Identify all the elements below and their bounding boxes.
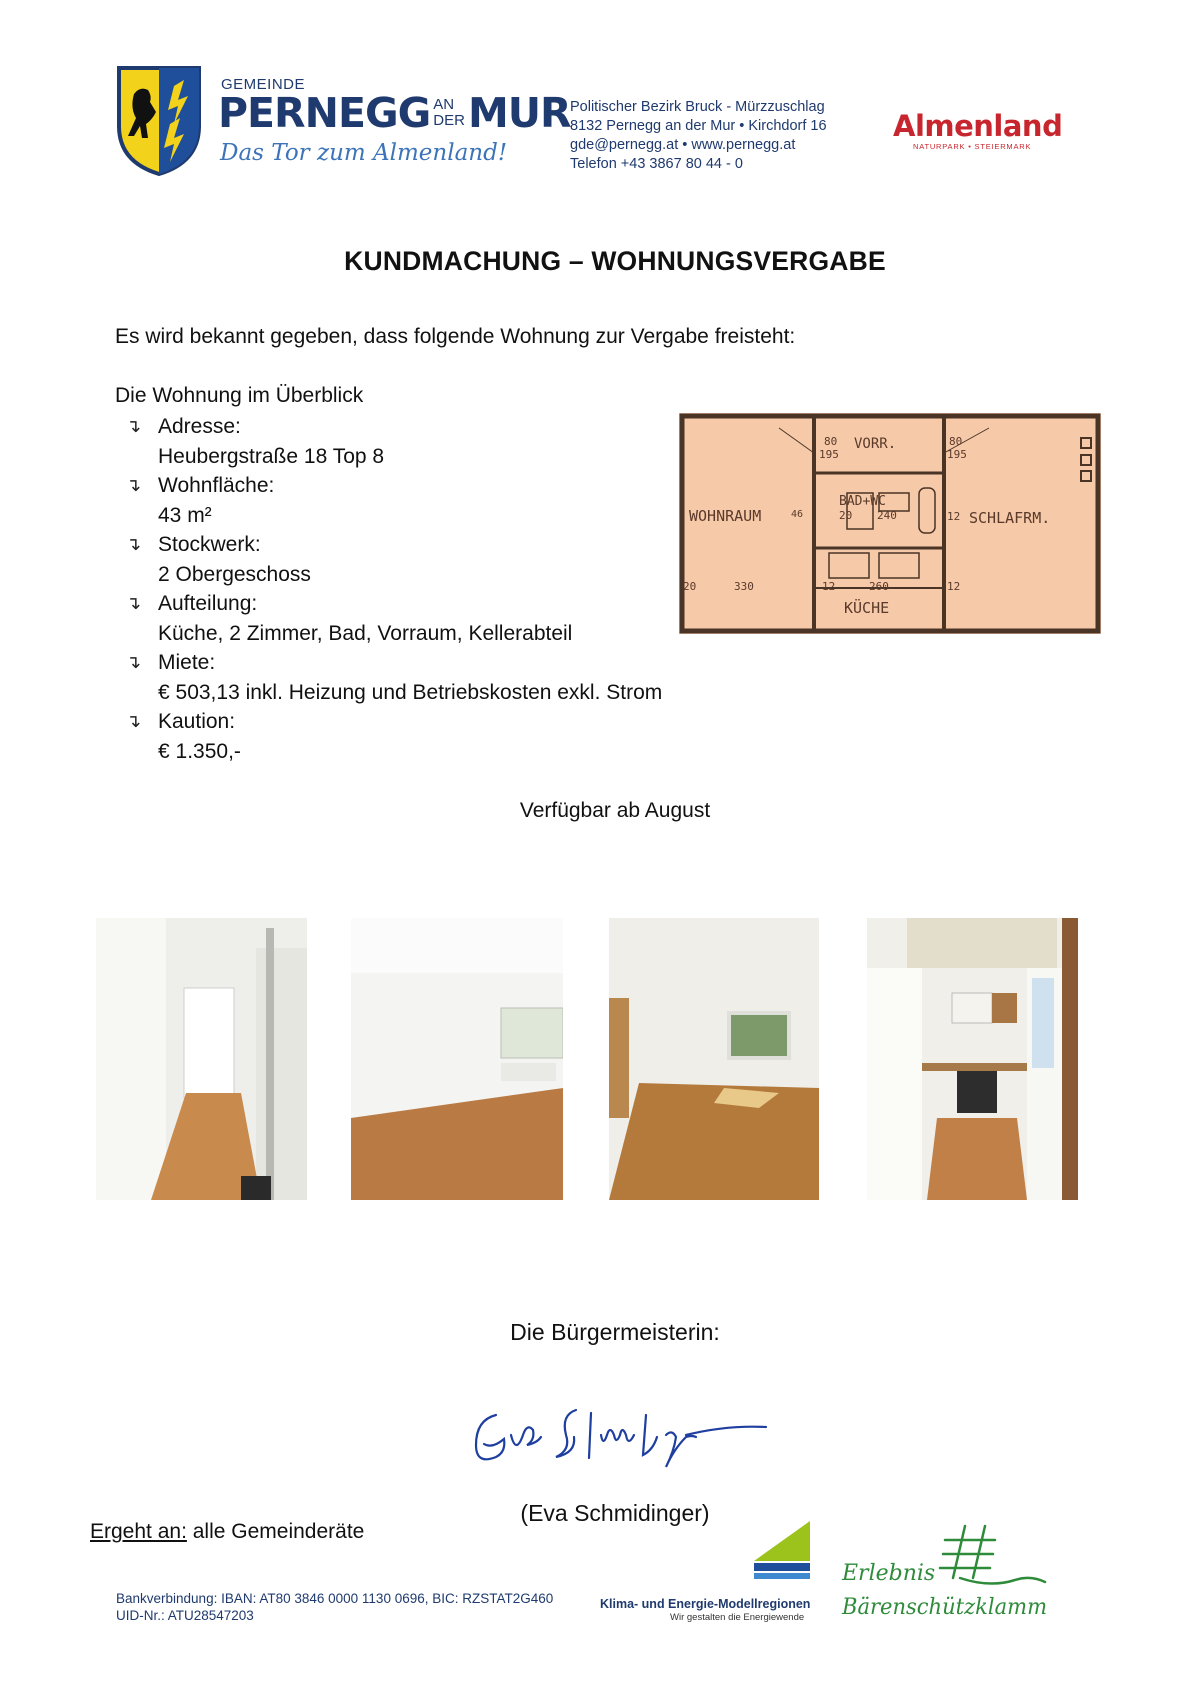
erlebnis-baerenschuetzklamm-logo	[840, 1518, 1055, 1623]
detail-label-row	[126, 471, 662, 501]
pushpin-icon: ↴	[126, 593, 142, 613]
detail-label-row	[126, 589, 662, 619]
logo-slogan: Das Tor zum Almenland!	[220, 140, 508, 166]
photo-hallway	[96, 918, 307, 1200]
detail-label: Stockwerk:	[158, 533, 261, 556]
photo-living-room	[351, 918, 563, 1200]
detail-value: 2 Obergeschoss	[158, 562, 311, 586]
klima-subtext: Wir gestalten die Energiewende	[670, 1612, 805, 1623]
detail-value: 43 m²	[158, 503, 212, 527]
klima-logo-icon	[754, 1521, 810, 1579]
address-block	[570, 98, 827, 174]
pushpin-icon: ↴	[126, 711, 142, 731]
municipality-logo-text	[218, 88, 571, 138]
address-line: Telefon +43 3867 80 44 - 0	[570, 156, 743, 172]
detail-label-row	[126, 412, 662, 442]
almenland-logo: Almenland	[893, 109, 1063, 143]
detail-value: Heubergstraße 18 Top 8	[158, 444, 385, 468]
dim-label: 330	[734, 580, 754, 593]
detail-value: Küche, 2 Zimmer, Bad, Vorraum, Kellerabteil	[158, 621, 573, 645]
pushpin-icon: ↴	[126, 416, 142, 436]
detail-value: € 1.350,-	[158, 739, 241, 763]
handwritten-signature	[456, 1385, 776, 1495]
erlebnis-text: Erlebnis	[842, 1561, 936, 1586]
overview-heading: Die Wohnung im Überblick	[115, 384, 364, 407]
room-label: SCHLAFRM.	[969, 509, 1051, 527]
detail-label: Wohnfläche:	[158, 474, 275, 497]
room-label: WOHNRAUM	[689, 507, 762, 525]
floor-plan	[679, 413, 1101, 634]
signature-role: Die Bürgermeisterin:	[510, 1319, 720, 1345]
photo-kitchen	[867, 918, 1078, 1200]
dim-label: 80	[949, 435, 963, 448]
detail-label: Miete:	[158, 651, 216, 674]
logo-der: DER	[433, 112, 465, 129]
pushpin-icon: ↴	[126, 534, 142, 554]
detail-label: Aufteilung:	[158, 592, 258, 615]
distribution-value: alle Gemeinderäte	[186, 1520, 365, 1543]
logo-an-der	[433, 97, 465, 129]
room-label: VORR.	[854, 436, 897, 452]
address-line: Politischer Bezirk Bruck - Mürzzuschlag	[570, 99, 825, 115]
detail-label-row	[126, 707, 662, 737]
detail-value: € 503,13 inkl. Heizung und Betriebskosten exkl. Strom	[158, 680, 663, 704]
pushpin-icon: ↴	[126, 652, 142, 672]
pushpin-icon: ↴	[126, 475, 142, 495]
apartment-details-list	[126, 412, 662, 766]
dim-label: 80	[824, 435, 838, 448]
klima-text: Klima- und Energie-Modellregionen	[600, 1597, 811, 1611]
dim-label: 46	[791, 509, 804, 520]
bank-details	[116, 1590, 553, 1624]
dim-label: 195	[947, 448, 967, 461]
dim-label: 20	[683, 580, 697, 593]
detail-label: Adresse:	[158, 415, 241, 438]
almenland-subtitle: NATURPARK • STEIERMARK	[913, 142, 1032, 151]
uid-line: UID-Nr.: ATU28547203	[116, 1608, 254, 1623]
distribution-note	[90, 1520, 364, 1544]
address-line: gde@pernegg.at • www.pernegg.at	[570, 137, 796, 153]
address-line: 8132 Pernegg an der Mur • Kirchdorf 16	[570, 118, 827, 134]
signatory-name: (Eva Schmidinger)	[520, 1500, 710, 1526]
logo-name-right: MUR	[467, 88, 571, 137]
detail-label: Kaution:	[158, 710, 236, 733]
availability-text: Verfügbar ab August	[519, 799, 711, 822]
page-title: KUNDMACHUNG – WOHNUNGSVERGABE	[344, 246, 886, 276]
dim-label: 240	[877, 509, 897, 522]
room-label: BAD+WC	[839, 494, 886, 509]
room-label: KÜCHE	[844, 599, 890, 617]
coat-of-arms-logo	[116, 64, 202, 178]
detail-label-row	[126, 648, 662, 678]
logo-name-left: PERNEGG	[218, 88, 431, 137]
dim-label: 12	[947, 580, 961, 593]
dim-label: 12	[822, 580, 836, 593]
baerenschuetzklamm-text: Bärenschützklamm	[841, 1595, 1047, 1620]
logo-an: AN	[433, 96, 455, 113]
dim-label: 20	[839, 509, 853, 522]
distribution-label: Ergeht an:	[90, 1520, 187, 1543]
dim-label: 260	[869, 580, 889, 593]
dim-label: 195	[819, 448, 839, 461]
detail-label-row	[126, 530, 662, 560]
photo-bedroom	[609, 918, 819, 1200]
gemeinde-label: GEMEINDE	[221, 76, 306, 93]
dim-label: 12	[947, 510, 961, 523]
intro-text: Es wird bekannt gegeben, dass folgende Wohnung zur Vergabe freisteht:	[115, 325, 796, 348]
bank-line: Bankverbindung: IBAN: AT80 3846 0000 1130 0696, BIC: RZSTAT2G460	[116, 1591, 554, 1606]
